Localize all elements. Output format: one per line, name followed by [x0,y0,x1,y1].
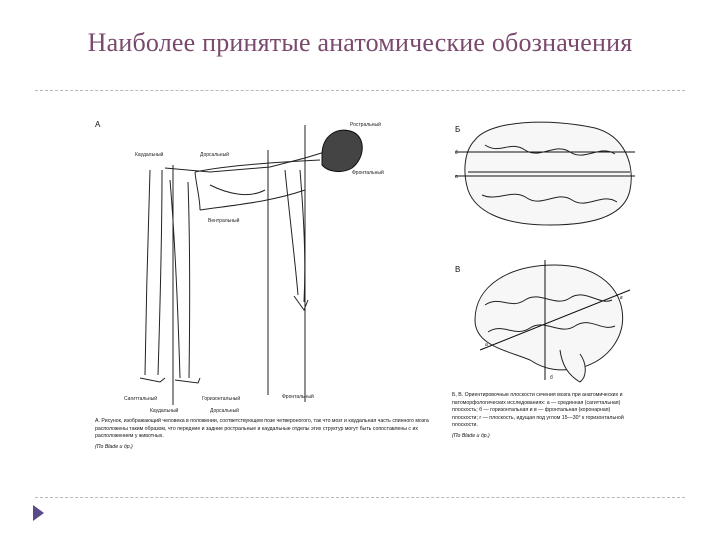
arm [285,170,305,302]
panel-a-caption [95,418,440,451]
panel-c-mark-c: в [620,295,623,301]
anatomy-figure [90,110,635,480]
panel-a-letter: А [95,120,101,129]
label-sagittal: Сагиттальный [124,396,158,402]
label-dorsal-top: Дорсальный [200,152,229,158]
panel-a-source: (По Blade и др.) [95,443,133,450]
panel-bc-caption [452,392,632,441]
head [322,130,362,171]
panel-bc-caption-text: Б, В. Ориентировочные плоскости сечения мозга при анатомических и патоморфологических исследованиях: а — срединная (сагиттальная) плоскость; б — горизонтальная и в — фронтальная (коронарная) плоскости; г — плоскость, идущая под углом 15—30° к горизонтальной плоскости. [452,392,624,429]
slide-bullet-arrow-icon [33,505,44,521]
slide-title: Наиболее принятые анатомические обозначения [87,28,633,57]
plane-line-dorsal [165,145,348,172]
label-frontal: Фронтальный [352,170,384,176]
panel-a-caption-text: А. Рисунок, изображающий человека в положении, соответствующем позе четвероногого, так что мозг и каудальная часть спинного мозга расположены таким образом, что передние и задние ростральные и каудальные отделы этих структур могут быть сопоставлены с их расположением у животных. [95,418,429,440]
panel-c-mark-a: а [485,342,488,348]
panel-bc-source: (По Blade и др.) [452,432,490,439]
title-divider [35,90,685,91]
label-ventral: Вентральный [208,218,240,224]
label-horizontal: Горизонтальный [202,396,241,402]
panel-c-letter: В [455,265,461,274]
brain-top-view [455,122,635,225]
label-dorsal-bottom: Дорсальный [210,408,239,414]
label-frontal-bottom: Фронтальный [282,394,314,400]
label-rostral: Ростральный [350,122,381,128]
brain-side-view [475,260,630,382]
panel-c-mark-b: б [550,375,553,381]
panel-b-mark-b: б [455,150,458,156]
label-caudal-bottom: Каудальный [150,408,179,414]
label-caudal: Каудальный [135,152,164,158]
panel-b-mark-a: а [455,174,458,180]
leg-left [145,170,162,375]
footer-divider [35,497,685,498]
panel-b-letter: Б [455,125,461,134]
